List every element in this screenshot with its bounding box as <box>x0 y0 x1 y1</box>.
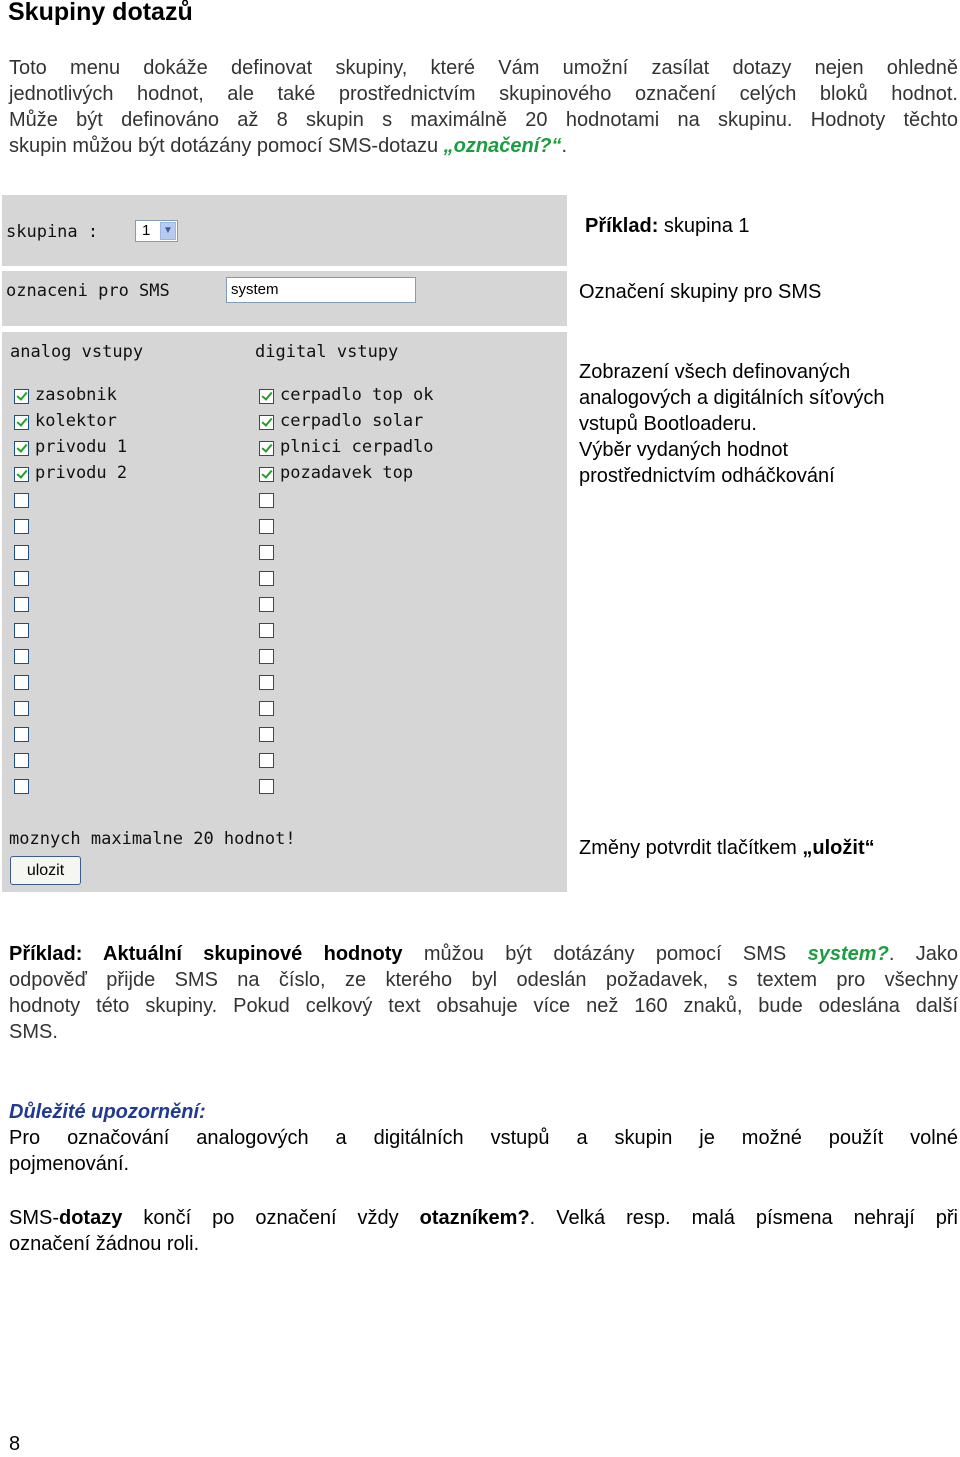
annotation-inputs-line: Výběr vydaných hodnot <box>579 439 789 461</box>
analog-checkbox[interactable] <box>14 623 29 638</box>
analog-checkbox[interactable] <box>14 467 29 482</box>
group-label: skupina : <box>6 222 99 242</box>
digital-checkbox[interactable] <box>259 675 274 690</box>
digital-checkbox[interactable] <box>259 389 274 404</box>
analog-checkbox[interactable] <box>14 597 29 612</box>
warning-bold-1: dotazy <box>59 1207 123 1229</box>
query-example: „označení?“ <box>443 135 562 157</box>
intro-text: skupin můžou být dotázány pomocí SMS-dotazu <box>9 135 444 157</box>
warning-bold-2: otazníkem? <box>419 1207 530 1229</box>
digital-label: cerpadlo solar <box>280 411 424 431</box>
analog-header: analog vstupy <box>10 342 144 362</box>
example-line-3: hodnoty této skupiny. Pokud celkový text obsahuje více než 160 znaků, bude odeslána další <box>9 995 958 1017</box>
annotation-confirm <box>579 835 875 861</box>
example-paragraph <box>9 941 958 1045</box>
analog-label: kolektor <box>35 411 117 431</box>
digital-checkbox[interactable] <box>259 779 274 794</box>
digital-checkbox[interactable] <box>259 493 274 508</box>
annotation-inputs-line: prostřednictvím odháčkování <box>579 465 835 487</box>
annotation-sms: Označení skupiny pro SMS <box>579 281 822 303</box>
digital-checkbox[interactable] <box>259 701 274 716</box>
intro-end: . <box>561 135 568 157</box>
digital-label: pozadavek top <box>280 463 414 483</box>
analog-checkbox[interactable] <box>14 545 29 560</box>
example-line-4: SMS. <box>9 1021 58 1043</box>
analog-checkbox[interactable] <box>14 389 29 404</box>
warning-text-mid: končí po označení vždy <box>122 1207 420 1229</box>
digital-checkbox[interactable] <box>259 545 274 560</box>
warning-text: SMS- <box>9 1207 59 1229</box>
analog-checkbox[interactable] <box>14 779 29 794</box>
digital-checkbox[interactable] <box>259 649 274 664</box>
warning-line-1: Pro označování analogových a digitálních vstupů a skupin je možné použít volné <box>9 1127 958 1149</box>
analog-checkbox[interactable] <box>14 415 29 430</box>
sms-label: oznaceni pro SMS <box>6 281 170 301</box>
group-select-value: 1 <box>142 222 151 239</box>
digital-label: plnici cerpadlo <box>280 437 434 457</box>
annotation-confirm-text: Změny potvrdit tlačítkem <box>579 837 803 859</box>
analog-checkbox[interactable] <box>14 727 29 742</box>
example-bold: Příklad: Aktuální skupinové hodnoty <box>9 943 403 965</box>
example-text-end: . Jako <box>888 943 959 965</box>
warning-line-3 <box>9 1205 958 1231</box>
example-text: můžou být dotázány pomocí SMS <box>402 943 808 965</box>
analog-checkbox[interactable] <box>14 571 29 586</box>
intro-line-3: Může být definováno až 8 skupin s maximálně 20 hodnotami na skupinu. Hodnoty těchto <box>9 109 958 131</box>
digital-checkbox[interactable] <box>259 571 274 586</box>
digital-checkbox[interactable] <box>259 467 274 482</box>
max-values-note: moznych maximalne 20 hodnot! <box>9 829 296 849</box>
annotation-confirm-bold: „uložit“ <box>802 837 875 859</box>
analog-checkbox[interactable] <box>14 753 29 768</box>
intro-paragraph <box>9 55 958 159</box>
intro-line-4 <box>9 133 958 159</box>
intro-line-1: Toto menu dokáže definovat skupiny, které Vám umožní zasílat dotazy nejen ohledně <box>9 57 958 79</box>
digital-checkbox[interactable] <box>259 753 274 768</box>
warning-line-4: označení žádnou roli. <box>9 1233 200 1255</box>
annotation-inputs-line: analogových a digitálních síťových <box>579 387 885 409</box>
analog-label: zasobnik <box>35 385 117 405</box>
sms-input[interactable]: system <box>226 277 416 303</box>
warning-section-2 <box>9 1205 958 1257</box>
digital-header: digital vstupy <box>255 342 399 362</box>
digital-checkbox[interactable] <box>259 415 274 430</box>
digital-checkbox[interactable] <box>259 727 274 742</box>
annotation-inputs <box>579 359 884 489</box>
analog-checkbox[interactable] <box>14 701 29 716</box>
digital-checkbox[interactable] <box>259 597 274 612</box>
analog-label: privodu 1 <box>35 437 128 457</box>
chevron-down-icon: ▼ <box>160 222 176 240</box>
analog-checkbox[interactable] <box>14 519 29 534</box>
example-query: system? <box>807 943 889 965</box>
digital-label: cerpadlo top ok <box>280 385 434 405</box>
annotation-inputs-line: Zobrazení všech definovaných <box>579 361 851 383</box>
intro-line-2: jednotlivých hodnot, ale také prostřednictvím skupinového označení celých bloků hodnot. <box>9 83 958 105</box>
annotation-example-bold: Příklad: <box>585 215 659 237</box>
page-title: Skupiny dotazů <box>8 0 193 26</box>
warning-text-end: . Velká resp. malá písmena nehrají při <box>529 1207 958 1229</box>
example-line-2: odpověď přijde SMS na číslo, ze kterého byl odeslán požadavek, s textem pro všechny <box>9 969 958 991</box>
annotation-example-rest: skupina 1 <box>658 215 750 237</box>
warning-heading: Důležité upozornění: <box>9 1101 206 1123</box>
analog-label: privodu 2 <box>35 463 128 483</box>
digital-checkbox[interactable] <box>259 519 274 534</box>
save-button[interactable]: ulozit <box>10 856 81 885</box>
annotation-example <box>585 213 750 239</box>
analog-checkbox[interactable] <box>14 675 29 690</box>
warning-section <box>9 1099 958 1177</box>
analog-checkbox[interactable] <box>14 649 29 664</box>
warning-line-2: pojmenování. <box>9 1153 130 1175</box>
page-number: 8 <box>9 1433 21 1455</box>
analog-checkbox[interactable] <box>14 441 29 456</box>
digital-checkbox[interactable] <box>259 623 274 638</box>
digital-checkbox[interactable] <box>259 441 274 456</box>
analog-checkbox[interactable] <box>14 493 29 508</box>
annotation-inputs-line: vstupů Bootloaderu. <box>579 413 757 435</box>
group-select[interactable] <box>135 220 178 242</box>
example-line-1 <box>9 941 958 967</box>
